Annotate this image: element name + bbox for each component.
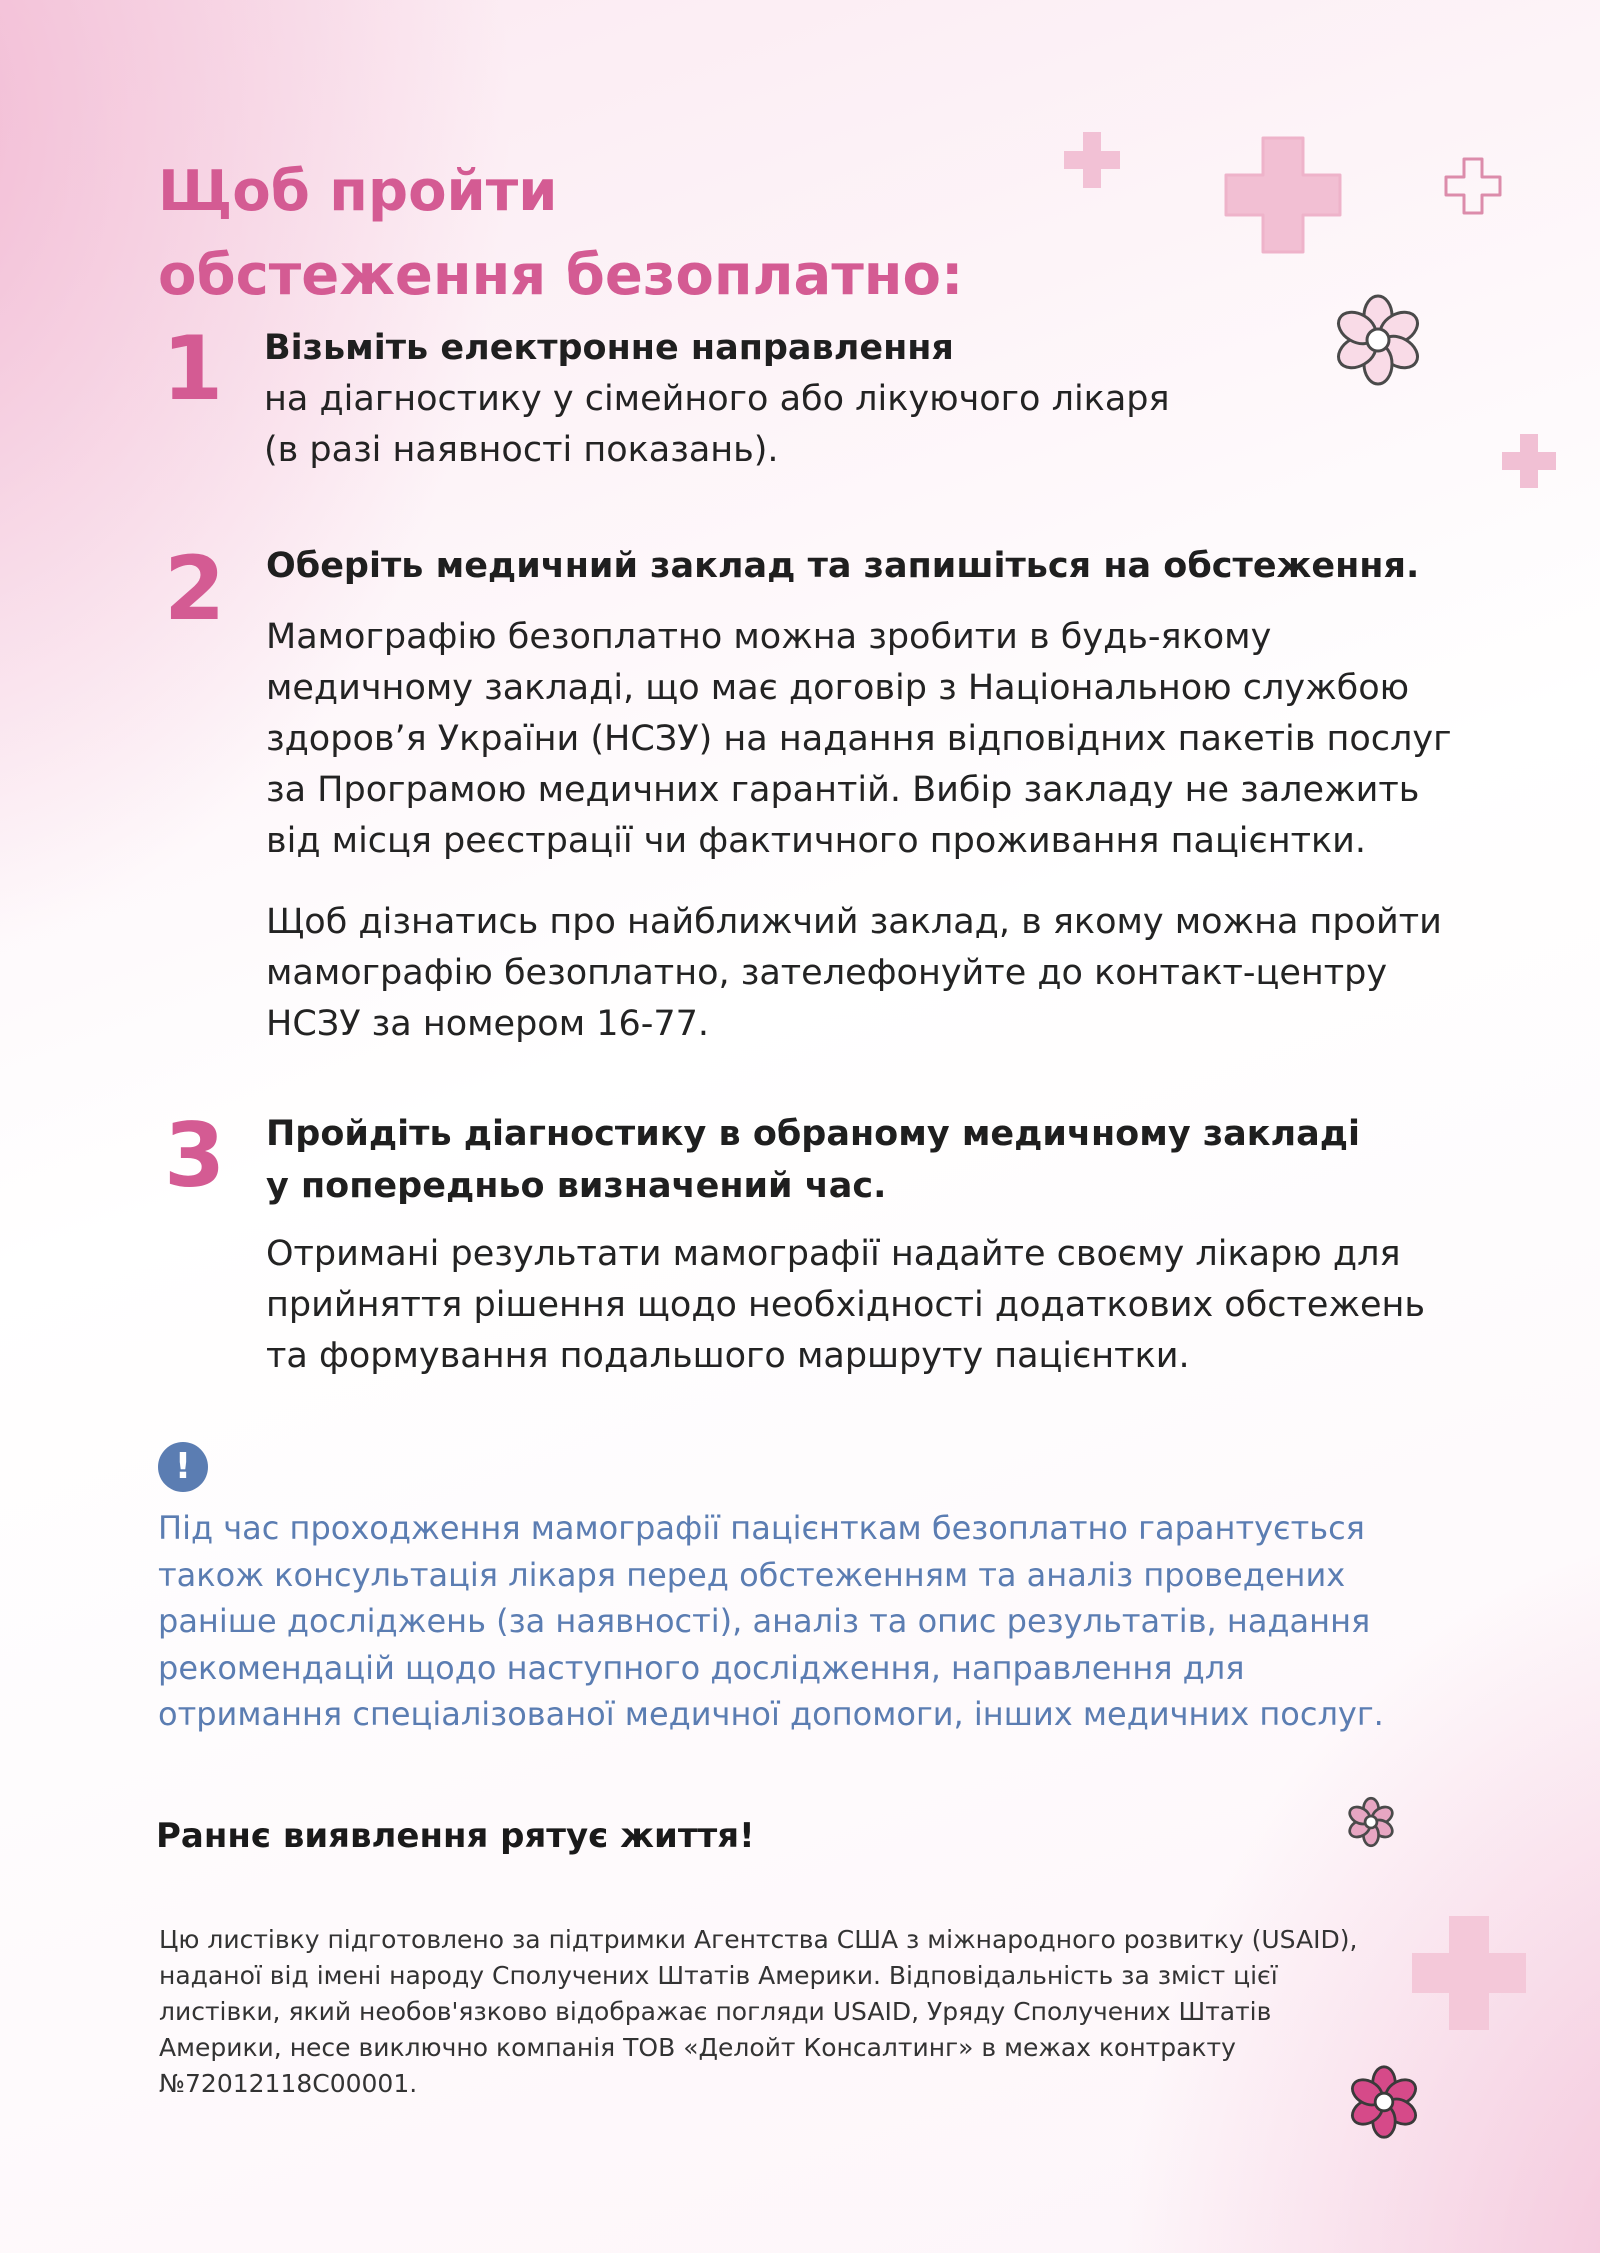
- step-3-body-line: Отримані результати мамографії надайте своєму лікарю для: [266, 1234, 1401, 1274]
- step-2-para1-line: Мамографію безоплатно можна зробити в будь-якому: [266, 617, 1272, 657]
- disclaimer-line: Цю листівку підготовлено за підтримки Агентства США з міжнародного розвитку (USAID),: [159, 1925, 1358, 1954]
- exclamation-icon: !: [158, 1442, 208, 1492]
- step-1-heading: Візьміть електронне направлення: [264, 328, 954, 368]
- disclaimer: [159, 1922, 1409, 2102]
- plus-icon: [1408, 1912, 1530, 2034]
- step-1: [264, 322, 1364, 476]
- disclaimer-line: Америки, несе виключно компанія ТОВ «Делойт Консалтинг» в межах контракту: [159, 2033, 1236, 2062]
- disclaimer-line: наданої від імені народу Сполучених Штатів Америки. Відповідальність за зміст цієї: [159, 1961, 1278, 1990]
- flower-icon: [1344, 1795, 1398, 1849]
- step-3: [266, 1108, 1526, 1382]
- note-line: рекомендацій щодо наступного дослідження, направлення для: [158, 1648, 1245, 1687]
- disclaimer-line: листівки, який необов'язково відображає погляди USAID, Уряду Сполучених Штатів: [159, 1997, 1272, 2026]
- title-line-1: Щоб пройти: [158, 159, 558, 224]
- plus-icon: [1062, 130, 1122, 190]
- note-line: Під час проходження мамографії пацієнткам безоплатно гарантується: [158, 1509, 1365, 1547]
- step-2-para1-line: за Програмою медичних гарантій. Вибір закладу не залежить: [266, 770, 1420, 810]
- plus-icon: [1500, 432, 1558, 490]
- step-2-para2-line: НСЗУ за номером 16-77.: [266, 1004, 710, 1044]
- step-2: [266, 540, 1526, 1050]
- step-2-para2-line: Щоб дізнатись про найближчий заклад, в якому можна пройти: [266, 902, 1442, 942]
- plus-icon: [1442, 155, 1504, 217]
- step-2-para1-line: від місця реєстрації чи фактичного проживання пацієнтки.: [266, 821, 1366, 861]
- note-line: раніше досліджень (за наявності), аналіз та опис результатів, надання: [158, 1602, 1371, 1640]
- step-number-3: 3: [164, 1104, 226, 1207]
- title-line-2: обстеження безоплатно:: [158, 243, 964, 308]
- slogan: Раннє виявлення рятує життя!: [156, 1816, 755, 1856]
- step-1-body-line: (в разі наявності показань).: [264, 430, 779, 470]
- step-3-heading-line: Пройдіть діагностику в обраному медичному закладі: [266, 1114, 1361, 1154]
- step-2-heading: Оберіть медичний заклад та запишіться на обстеження.: [266, 546, 1420, 586]
- disclaimer-line: №72012118C00001.: [159, 2069, 418, 2098]
- flower-icon: [1328, 290, 1428, 390]
- step-3-heading-line: у попередньо визначений час.: [266, 1166, 887, 1206]
- page-title: [158, 150, 1058, 318]
- step-number-2: 2: [164, 537, 226, 640]
- flower-icon: [1344, 2062, 1424, 2142]
- step-2-para1-line: медичному закладі, що має договір з Національною службою: [266, 668, 1410, 708]
- note-line: отримання спеціалізованої медичної допомоги, інших медичних послуг.: [158, 1695, 1384, 1733]
- step-1-body-line: на діагностику у сімейного або лікуючого лікаря: [264, 379, 1170, 419]
- step-number-1: 1: [162, 317, 224, 420]
- info-note: [158, 1505, 1488, 1738]
- plus-icon: [1222, 134, 1344, 256]
- note-line: також консультація лікаря перед обстеженням та аналіз проведених: [158, 1555, 1346, 1594]
- step-3-body-line: та формування подальшого маршруту пацієнтки.: [266, 1336, 1190, 1376]
- step-2-para1-line: здоров’я України (НСЗУ) на надання відповідних пакетів послуг: [266, 719, 1452, 759]
- step-2-para2-line: мамографію безоплатно, зателефонуйте до контакт-центру: [266, 953, 1388, 993]
- step-3-body-line: прийняття рішення щодо необхідності додаткових обстежень: [266, 1285, 1426, 1325]
